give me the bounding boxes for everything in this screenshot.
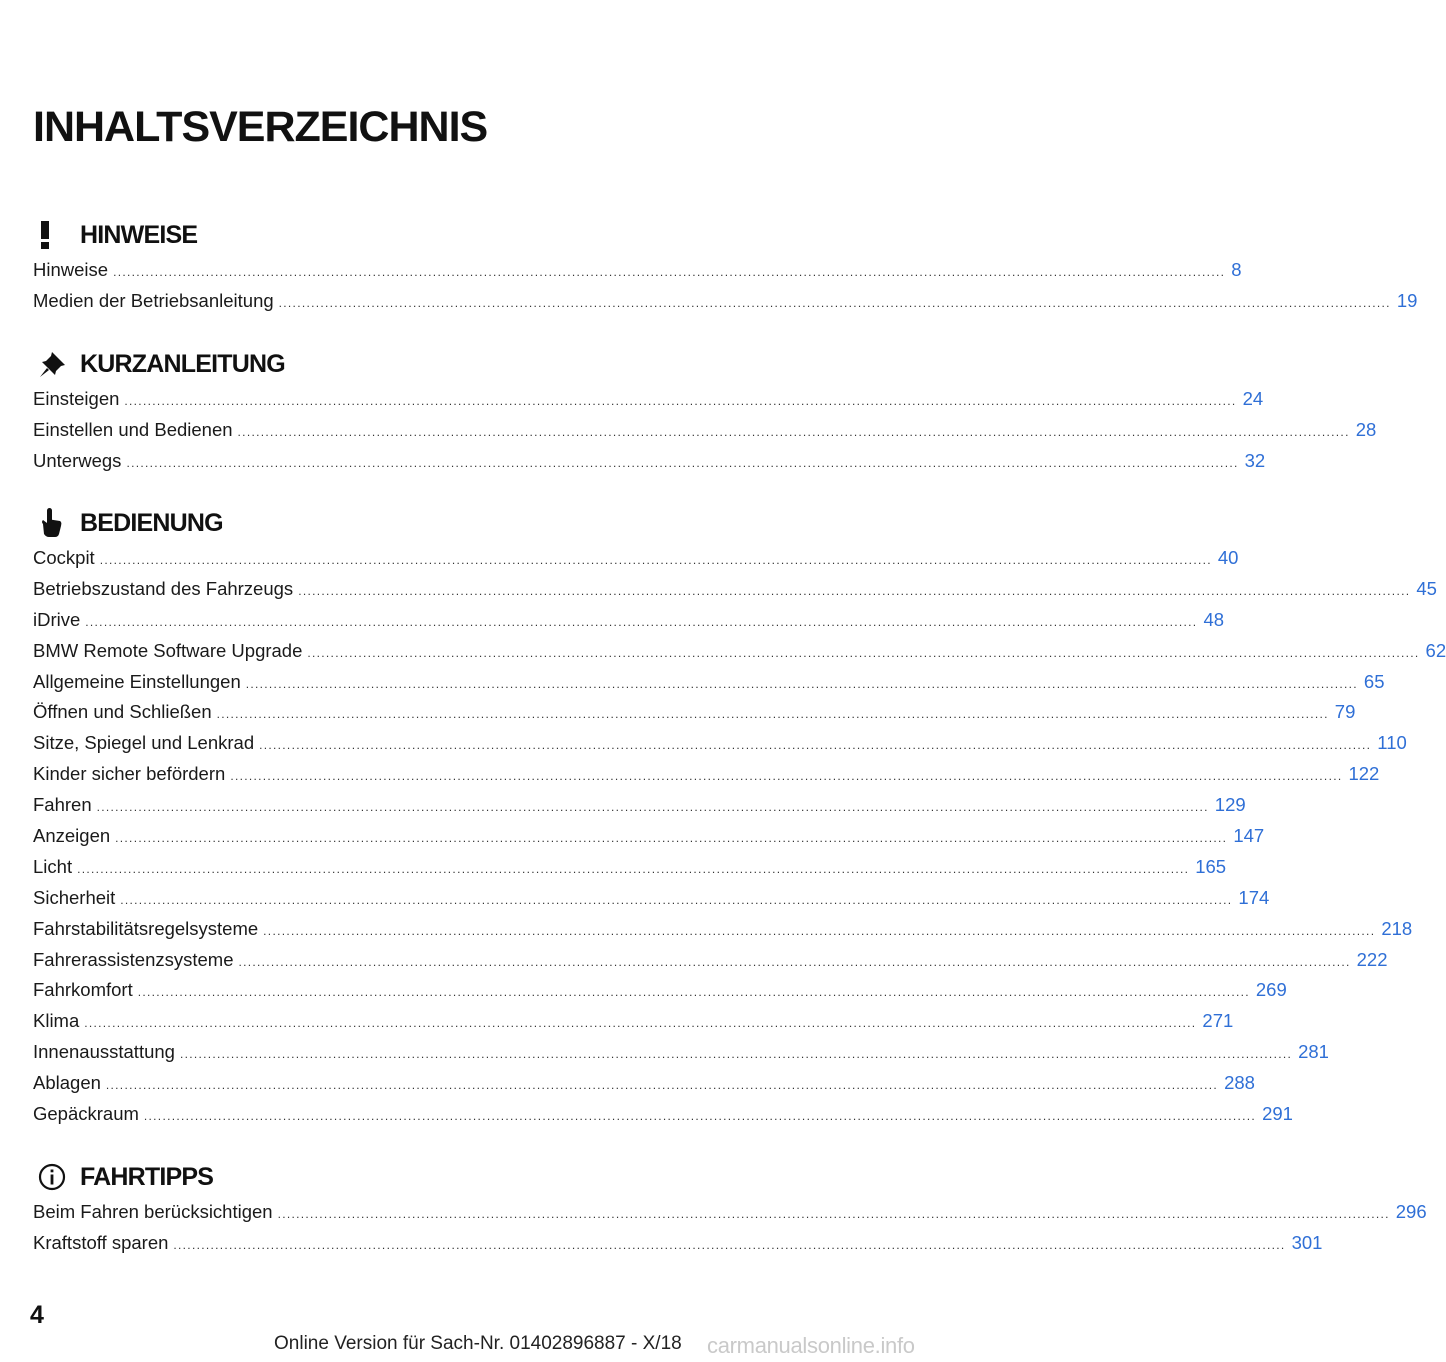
toc-entry-page[interactable]: 269 (1255, 979, 1287, 1001)
leader-dots: ................................................................................................................................................................................................................................................ (237, 424, 1350, 439)
toc-entry-page[interactable]: 8 (1231, 259, 1242, 280)
toc-entry-label: Sitze, Spiegel und Lenkrad (33, 732, 255, 754)
toc-entry-label: Einsteigen (33, 388, 120, 409)
toc-entry[interactable] (33, 1068, 1255, 1099)
footer-version: Online Version für Sach-Nr. 01402896887 - X/18 (274, 1333, 682, 1354)
section-title: KURZANLEITUNG (80, 349, 285, 378)
toc-entry-page[interactable]: 24 (1242, 388, 1264, 409)
toc-entry[interactable] (33, 605, 1225, 636)
toc-entry-page[interactable]: 32 (1244, 449, 1266, 471)
section-fahrtipps (33, 1157, 1427, 1259)
toc-entry-page[interactable]: 296 (1395, 1201, 1427, 1222)
toc-entry-page[interactable]: 19 (1396, 289, 1418, 311)
section-header (33, 344, 688, 384)
page-number: 4 (30, 1301, 44, 1329)
toc-entry-label: Gepäckraum (33, 1103, 139, 1125)
toc-entry-page[interactable]: 79 (1334, 701, 1356, 723)
leader-dots: ................................................................................................................................................................................................................................................ (84, 1016, 1197, 1031)
toc-entry[interactable] (33, 384, 1264, 415)
toc-entry-label: Fahrerassistenzsysteme (33, 948, 234, 970)
toc-entry-label: Betriebszustand des Fahrzeugs (33, 577, 294, 599)
toc-entry[interactable] (33, 415, 1377, 446)
leader-dots: ................................................................................................................................................................................................................................................ (99, 553, 1212, 567)
toc-entry[interactable] (33, 975, 1287, 1006)
toc-entry-page[interactable]: 28 (1355, 418, 1377, 440)
leader-dots: ................................................................................................................................................................................................................................................ (307, 645, 1420, 660)
toc-entry-label: Fahrstabilitätsregelsysteme (33, 917, 259, 939)
toc-entry-label: Einstellen und Bedienen (33, 418, 233, 440)
toc-entry-label: Beim Fahren berücksichtigen (33, 1201, 273, 1222)
section-title: HINWEISE (80, 220, 198, 249)
toc-entry-page[interactable]: 222 (1356, 948, 1388, 970)
leader-dots: ................................................................................................................................................................................................................................................ (115, 831, 1228, 846)
page-title: INHALTSVERZEICHNIS (33, 103, 488, 151)
toc-entry[interactable] (33, 1006, 1234, 1037)
toc-entry-label: Klima (33, 1010, 80, 1032)
pin-icon (33, 349, 73, 379)
toc-entry[interactable] (33, 255, 1242, 286)
toc-entry-label: Licht (33, 855, 73, 877)
toc-entry-page[interactable]: 129 (1214, 794, 1246, 816)
leader-dots: ................................................................................................................................................................................................................................................ (85, 614, 1198, 629)
toc-entry-label: Sicherheit (33, 886, 116, 908)
toc-entry[interactable] (33, 446, 1266, 477)
toc-entry-label: BMW Remote Software Upgrade (33, 639, 303, 661)
toc-entry[interactable] (33, 1228, 1323, 1259)
toc-entry-label: Medien der Betriebsanleitung (33, 289, 274, 311)
leader-dots: ................................................................................................................................................................................................................................................ (216, 707, 1329, 722)
toc-entry[interactable] (33, 543, 1239, 574)
section-header (33, 1157, 688, 1197)
toc-entry-page[interactable]: 288 (1224, 1072, 1255, 1094)
section-kurzanleitung (33, 344, 1377, 477)
toc-entry-label: Kraftstoff sparen (33, 1231, 169, 1253)
toc-entry[interactable] (33, 945, 1388, 976)
info-circle-icon (33, 1162, 73, 1192)
toc-entry[interactable] (33, 883, 1270, 914)
leader-dots: ................................................................................................................................................................................................................................................ (105, 1078, 1219, 1093)
toc-entry-page[interactable]: 65 (1363, 670, 1385, 692)
toc-entry-label: Hinweise (33, 259, 109, 280)
toc-entry[interactable] (33, 759, 1380, 790)
section-title: FAHRTIPPS (80, 1162, 214, 1191)
toc-entry-label: Unterwegs (33, 449, 122, 471)
toc-entry-page[interactable]: 147 (1233, 825, 1265, 847)
leader-dots: ................................................................................................................................................................................................................................................ (298, 583, 1411, 598)
leader-dots: ................................................................................................................................................................................................................................................ (230, 769, 1343, 784)
toc-entry-page[interactable]: 281 (1298, 1041, 1329, 1063)
toc-entry[interactable] (33, 1099, 1293, 1130)
toc-entry-label: Kinder sicher befördern (33, 763, 226, 785)
toc-entry-page[interactable]: 122 (1348, 763, 1380, 785)
toc-entry-page[interactable]: 218 (1381, 917, 1413, 939)
toc-entry-label: Anzeigen (33, 825, 111, 847)
section-hinweise (33, 215, 1418, 317)
toc-entry-label: Öffnen und Schließen (33, 701, 212, 723)
toc-entry-page[interactable]: 62 (1425, 639, 1446, 661)
leader-dots: ................................................................................................................................................................................................................................................ (277, 1207, 1390, 1221)
leader-dots: ................................................................................................................................................................................................................................................ (96, 800, 1209, 815)
toc-entry-page[interactable]: 165 (1195, 855, 1227, 877)
toc-entry-page[interactable]: 45 (1416, 577, 1437, 599)
toc-entry-page[interactable]: 291 (1262, 1103, 1293, 1125)
toc-entry-label: Allgemeine Einstellungen (33, 670, 241, 692)
toc-entry[interactable] (33, 1037, 1329, 1068)
toc-entry[interactable] (33, 728, 1407, 759)
leader-dots: ................................................................................................................................................................................................................................................ (143, 1109, 1257, 1124)
leader-dots: ................................................................................................................................................................................................................................................ (137, 985, 1250, 1000)
leader-dots: ................................................................................................................................................................................................................................................ (179, 1047, 1293, 1062)
toc-entry[interactable] (33, 852, 1227, 883)
leader-dots: ................................................................................................................................................................................................................................................ (77, 861, 1190, 876)
leader-dots: ................................................................................................................................................................................................................................................ (124, 394, 1237, 408)
section-header (33, 215, 688, 255)
toc-entry-label: Innenausstattung (33, 1041, 175, 1063)
toc-entry-page[interactable]: 48 (1203, 608, 1225, 630)
leader-dots: ................................................................................................................................................................................................................................................ (245, 676, 1358, 691)
toc-entry[interactable] (33, 790, 1246, 821)
leader-dots: ................................................................................................................................................................................................................................................ (120, 892, 1233, 907)
toc-entry-page[interactable]: 301 (1291, 1231, 1323, 1253)
leader-dots: ................................................................................................................................................................................................................................................ (113, 265, 1226, 279)
toc-entry[interactable] (33, 667, 1385, 698)
leader-dots: ................................................................................................................................................................................................................................................ (263, 923, 1376, 938)
pointing-hand-icon (33, 508, 73, 538)
toc-entry-label: Ablagen (33, 1072, 101, 1094)
toc-entry-label: Fahren (33, 794, 92, 816)
toc-entry[interactable] (33, 286, 1418, 317)
toc-entry[interactable] (33, 574, 1437, 605)
toc-entry[interactable] (33, 636, 1446, 667)
exclamation-icon (33, 220, 73, 250)
toc-entry-page[interactable]: 174 (1238, 886, 1270, 908)
leader-dots: ................................................................................................................................................................................................................................................ (278, 295, 1391, 310)
toc-entry-page[interactable]: 271 (1202, 1010, 1234, 1032)
watermark: carmanualsonline.info (707, 1333, 915, 1358)
toc-entry-label: iDrive (33, 608, 81, 630)
leader-dots: ................................................................................................................................................................................................................................................ (238, 954, 1351, 969)
toc-entry[interactable] (33, 914, 1413, 945)
leader-dots: ................................................................................................................................................................................................................................................ (126, 455, 1239, 470)
leader-dots: ................................................................................................................................................................................................................................................ (173, 1237, 1286, 1252)
toc-entry[interactable] (33, 697, 1356, 728)
toc-entry-label: Fahrkomfort (33, 979, 133, 1001)
toc-entry[interactable] (33, 821, 1265, 852)
toc-entry-label: Cockpit (33, 547, 95, 568)
section-bedienung (33, 503, 1446, 1130)
toc-entry[interactable] (33, 1197, 1427, 1228)
section-title: BEDIENUNG (80, 508, 223, 537)
toc-entry-page[interactable]: 110 (1377, 732, 1407, 754)
toc-entry-page[interactable]: 40 (1217, 547, 1239, 568)
leader-dots: ................................................................................................................................................................................................................................................ (259, 738, 1372, 753)
section-header (33, 503, 688, 543)
